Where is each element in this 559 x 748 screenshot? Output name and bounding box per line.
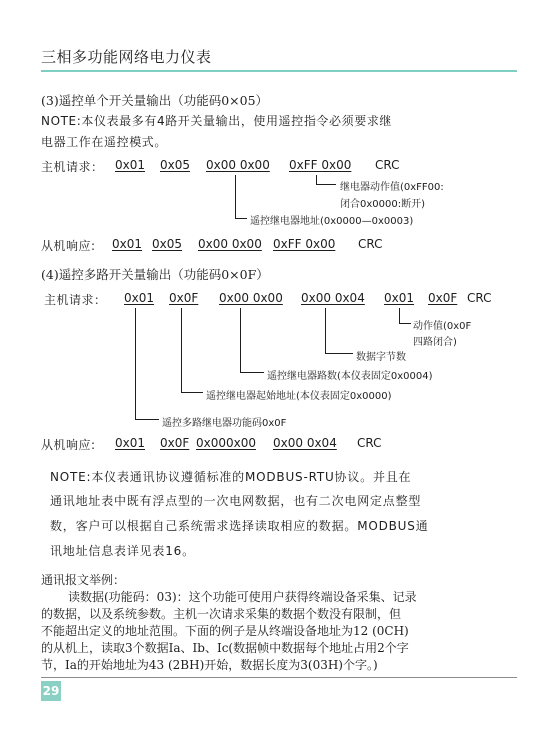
- s4-connector-bytes: [325, 308, 326, 354]
- s4-connector-count-h: [240, 372, 264, 373]
- example-line3: 不能超出定义的地址范围。下面的例子是从终端设备地址为12 (0CH): [41, 624, 409, 638]
- section3-slave-field-crc: CRC: [358, 237, 383, 251]
- section3-slave-field-addr: 0x01: [112, 237, 143, 251]
- s4-connector-value: [399, 308, 400, 324]
- s4-ann-start-addr: 遥控继电器起始地址(本仪表固定0x0000): [206, 391, 392, 402]
- s4-connector-count: [240, 308, 241, 373]
- s4-connector-start-h: [181, 392, 203, 393]
- s3-ann-relay-addr: 遥控继电器地址(0x0000—0x0003): [250, 216, 414, 227]
- section4-master-field-count: 0x00 0x04: [301, 291, 365, 305]
- s4-connector-func-h: [135, 419, 159, 420]
- footer-divider: [41, 677, 517, 678]
- section3-master-field-addr: 0x01: [115, 158, 146, 172]
- section4-master-field-value: 0x0F: [428, 291, 458, 305]
- section4-master-label: 主机请求：: [44, 293, 107, 307]
- s4-connector-value-h: [399, 323, 411, 324]
- section3-slave-field-value: 0xFF 0x00: [273, 237, 336, 251]
- s4-connector-start: [181, 308, 182, 393]
- s4-ann-relay-count: 遥控继电器路数(本仪表固定0x0004): [267, 371, 433, 382]
- example-line2: 的数据，以及系统参数。主机一次请求采集的数据个数没有限制，但: [41, 607, 402, 621]
- section3-note-line2: 电器工作在遥控模式。: [41, 135, 168, 149]
- example-line1: 读数据(功能码：03)：这个功能可使用户获得终端设备采集、记录: [68, 590, 417, 604]
- section4-heading: (4)遥控多路开关量输出（功能码0×0F）: [41, 267, 269, 282]
- s3-ann-relay-action-2: 闭合0x0000:断开): [340, 199, 425, 210]
- section3-master-field-reg: 0x00 0x00: [206, 158, 270, 172]
- s3-connector-value-h: [316, 184, 336, 185]
- note2-line2: 通讯地址表中既有浮点型的一次电网数据，也有二次电网定点整型: [50, 494, 422, 508]
- section4-master-field-start: 0x00 0x00: [219, 291, 283, 305]
- section4-slave-field-count: 0x00 0x04: [273, 436, 337, 450]
- s4-connector-bytes-h: [325, 353, 353, 354]
- section4-master-field-func: 0x0F: [169, 291, 199, 305]
- s3-ann-relay-action-1: 继电器动作值(0xFF00:: [340, 182, 444, 193]
- s4-ann-byte-count: 数据字节数: [356, 352, 406, 363]
- example-title: 通讯报文举例：: [41, 573, 126, 587]
- s4-ann-action-2: 四路闭合): [413, 337, 457, 348]
- section3-master-label: 主机请求：: [41, 160, 104, 174]
- page-header-title: 三相多功能网络电力仪表: [41, 48, 212, 66]
- example-line5: 节，Ia的开始地址为43 (2BH)开始，数据长度为3(03H)个字。): [41, 658, 378, 672]
- section4-master-field-crc: CRC: [467, 291, 492, 305]
- section4-slave-label: 从机响应:: [41, 438, 96, 452]
- section3-slave-field-reg: 0x00 0x00: [198, 237, 262, 251]
- s3-connector-reg-h: [235, 218, 247, 219]
- s4-connector-func: [135, 308, 136, 420]
- s4-ann-func-code: 遥控多路继电器功能码0x0F: [162, 418, 287, 429]
- section3-note-line1: NOTE:本仪表最多有4路开关量输出，使用遥控指令必须要求继: [41, 114, 393, 128]
- section4-master-field-addr: 0x01: [124, 291, 155, 305]
- note2-line3: 数，客户可以根据自己系统需求选择读取相应的数据。MODBUS通: [50, 519, 429, 533]
- section3-master-field-crc: CRC: [375, 158, 400, 172]
- section4-slave-field-crc: CRC: [357, 436, 382, 450]
- section3-heading: (3)遥控单个开关量输出（功能码0×05）: [41, 93, 269, 108]
- note2-line4: 讯地址信息表详见表16。: [50, 544, 195, 558]
- section3-master-field-value: 0xFF 0x00: [289, 158, 352, 172]
- section3-master-field-func: 0x05: [160, 158, 191, 172]
- section3-slave-label: 从机响应:: [41, 239, 96, 253]
- s3-connector-reg: [235, 175, 236, 219]
- section4-slave-field-func: 0x0F: [160, 436, 190, 450]
- page-number-badge: 29: [41, 681, 61, 701]
- section3-slave-field-func: 0x05: [152, 237, 183, 251]
- section4-master-field-bytes: 0x01: [384, 291, 415, 305]
- s4-ann-action-1: 动作值(0x0F: [413, 321, 472, 332]
- example-line4: 的从机上，读取3个数据Ia、Ib、Ic(数据帧中数据每个地址占用2个字: [41, 641, 409, 655]
- note2-line1: NOTE:本仪表通讯协议遵循标准的MODBUS-RTU协议。并且在: [50, 470, 412, 484]
- section4-slave-field-addr: 0x01: [115, 436, 146, 450]
- section4-slave-field-start: 0x000x00: [196, 436, 257, 450]
- header-divider: [41, 70, 517, 72]
